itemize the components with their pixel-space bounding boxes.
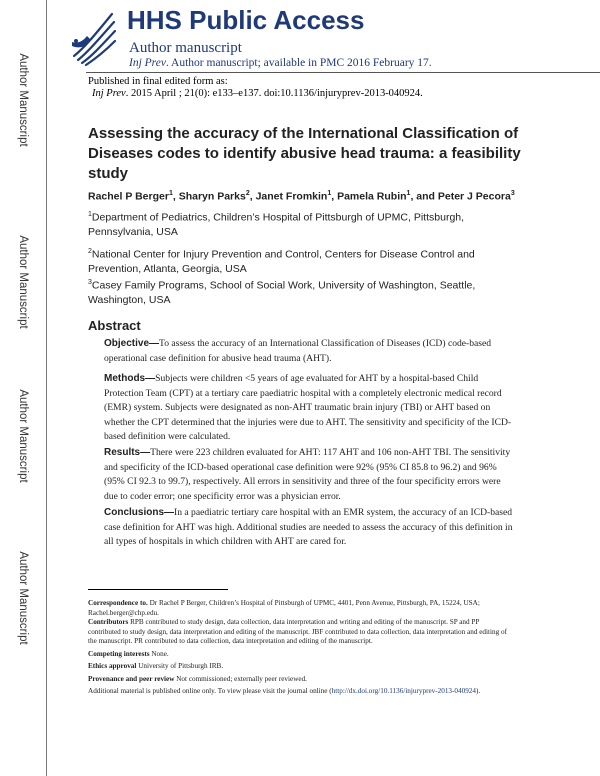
author-separator: , [331, 190, 338, 203]
additional-material-note [88, 687, 508, 697]
note-label: Contributors [88, 618, 129, 626]
author-name: Rachel P Berger [88, 190, 169, 203]
sidebar-label: Author Manuscript [17, 235, 29, 329]
sidebar-label: Author Manuscript [17, 53, 29, 147]
section-text: Subjects were children <5 years of age evaluated for AHT by a hospital-based Child Protection Team (CPT) at a tertiary care paediatric hospital with a completely electronic medical record (EMR) system. Subjects were designated as non-AHT traumatic brain injury (TBI) or AHT based on whether the CPT determined that the injuries were due to AHT. The sensitivity and specificity of the ICD-based definition were calculated. [104, 373, 512, 442]
note-label: Correspondence to. [88, 599, 148, 607]
affiliation-marker: 3 [88, 279, 92, 286]
author-affiliation-marker: 1 [168, 190, 173, 197]
hhs-public-access-title: HHS Public Access [127, 5, 365, 35]
affiliation-text: National Center for Injury Prevention and Control, Centers for Disease Control and Prevention, Atlanta, Georgia, USA [88, 248, 475, 275]
note-text-end: ). [475, 687, 481, 695]
ethics-note [88, 662, 508, 672]
availability-text: . Author manuscript; available in PMC 2016 February 17. [165, 57, 432, 69]
note-label: Competing interests [88, 650, 150, 658]
author-name: Peter J Pecora [437, 190, 511, 203]
affiliation [88, 245, 528, 276]
affiliation-text: Department of Pediatrics, Children’s Hospital of Pittsburgh of UPMC, Pittsburgh, Pennsylvania, USA [88, 211, 465, 238]
footnote-separator [88, 589, 228, 590]
abstract-results [104, 446, 514, 504]
header-rule [86, 72, 600, 73]
section-label: Conclusions— [104, 507, 175, 518]
section-text: In a paediatric tertiary care hospital with an EMR system, the accuracy of an ICD-based case definition for AHT was high. Additional studies are needed to assess the accuracy of this definition in all types of hospitals in which children with AHT are cared for. [104, 507, 513, 547]
affiliation-marker: 2 [88, 248, 92, 255]
author-name: Janet Fromkin [255, 190, 328, 203]
doi-link[interactable]: http://dx.doi.org/10.1136/injuryprev-2013-040924 [331, 687, 476, 695]
author-name: Sharyn Parks [178, 190, 246, 203]
section-text: To assess the accuracy of an International Classification of Diseases (ICD) code-based operational case definition for abusive head trauma (AHT). [104, 338, 492, 364]
note-text: Not commissioned; externally peer reviewed. [174, 675, 307, 683]
citation-journal: Inj Prev [92, 88, 126, 99]
abstract-heading: Abstract [88, 318, 141, 333]
sidebar-label: Author Manuscript [17, 551, 29, 645]
hhs-eagle-logo-icon [68, 8, 118, 66]
author-affiliation-marker: 3 [510, 190, 515, 197]
citation [92, 88, 423, 99]
note-text: Dr Rachel P Berger, Children’s Hospital of Pittsburgh of UPMC, 4401, Penn Avenue, Pittsburgh, PA, 15224, USA; Rachel.berger@chp.edu. [88, 599, 480, 617]
author-list [88, 190, 515, 203]
section-label: Results— [104, 447, 151, 458]
note-label: Ethics approval [88, 662, 137, 670]
section-label: Objective— [104, 338, 160, 349]
published-label: Published in final edited form as: [88, 76, 228, 87]
sidebar-divider [46, 0, 47, 776]
provenance-note [88, 675, 508, 685]
author-manuscript-sidebar [0, 0, 46, 776]
sidebar-label: Author Manuscript [17, 389, 29, 483]
note-label: Provenance and peer review [88, 675, 175, 683]
affiliation [88, 276, 528, 307]
section-text: There were 223 children evaluated for AHT: 117 AHT and 106 non-AHT TBI. The sensitivity and specificity of the ICD-based operational case definition were 92% (95% CI 85.8 to 96.2) and 96% (95% CI 92.3 to 99.7), respectively. All errors in sensitivity and three of the four specificity errors were due to coder error; one specificity error was a physician error. [104, 447, 511, 502]
abstract-objective [104, 337, 514, 366]
author-affiliation-marker: 2 [245, 190, 250, 197]
citation-text: . 2015 April ; 21(0): e133–e137. doi:10.1136/injuryprev-2013-040924. [125, 88, 423, 99]
author-separator: , [172, 190, 179, 203]
author-separator: , and [410, 190, 438, 203]
article-title: Assessing the accuracy of the International Classification of Diseases codes to identify abusive head trauma: a feasibility study [88, 125, 521, 182]
author-affiliation-marker: 1 [327, 190, 332, 197]
journal-abbrev: Inj Prev [129, 57, 166, 69]
author-name: Pamela Rubin [337, 190, 407, 203]
note-text: Additional material is published online only. To view please visit the journal online ( [88, 687, 332, 695]
affiliation [88, 208, 528, 239]
author-manuscript-heading: Author manuscript [129, 40, 242, 56]
affiliation-marker: 1 [88, 211, 92, 218]
availability-note [129, 57, 432, 69]
note-text: University of Pittsburgh IRB. [136, 662, 224, 670]
note-text: RPB contributed to study design, data collection, data interpretation and writing and editing of the manuscript. SP and PP contributed to study design, data interpretation and editing of the manuscript. JBF contributed to data collection, data interpretation and editing of the manuscript. PR contributed to data collection, data interpretation and editing of the manuscript. [88, 618, 507, 646]
abstract-methods [104, 372, 514, 445]
author-affiliation-marker: 1 [406, 190, 411, 197]
contributors-note [88, 618, 508, 647]
affiliation-text: Casey Family Programs, School of Social Work, University of Washington, Seattle, Washington, USA [88, 279, 476, 306]
note-text: None. [149, 650, 169, 658]
author-separator: , [249, 190, 256, 203]
section-label: Methods— [104, 373, 156, 384]
competing-interests-note [88, 650, 508, 660]
abstract-conclusions [104, 506, 514, 550]
correspondence-note [88, 599, 508, 618]
